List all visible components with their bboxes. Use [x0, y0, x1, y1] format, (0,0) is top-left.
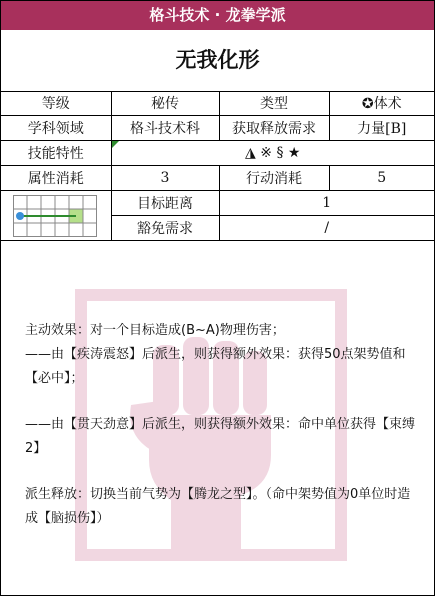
description-line: 主动效果：对一个目标造成(B~A)物理伤害；: [25, 323, 285, 338]
domain-value: 格斗技术科: [111, 116, 219, 141]
info-table: [1, 91, 434, 241]
type-value: ✪体术: [329, 91, 434, 116]
release-value: 力量[B]: [329, 116, 434, 141]
skill-name: 无我化形: [1, 30, 434, 92]
traits-value: ◮ ※ § ★: [111, 141, 434, 166]
range-label: 目标距离: [111, 191, 219, 216]
description-line: ——由【贯天劲意】后派生，则获得额外效果：命中单位获得【束缚2】: [25, 417, 416, 456]
level-label: 等级: [1, 91, 111, 116]
attr-cost-value: 3: [111, 166, 219, 191]
range-value: 1: [219, 191, 434, 216]
release-label: 获取释放需求: [219, 116, 329, 141]
level-value: 秘传: [111, 91, 219, 116]
exempt-label: 豁免需求: [111, 216, 219, 241]
domain-label: 学科领域: [1, 116, 111, 141]
description-line: 派生释放：切换当前气势为【腾龙之型】。（命中架势值为0单位时造成【脑损伤】）: [25, 487, 411, 526]
description-area: [1, 259, 434, 595]
card-header: 格斗技术 · 龙拳学派: [1, 1, 434, 30]
attr-cost-label: 属性消耗: [1, 166, 111, 191]
range-grid: [1, 191, 111, 241]
action-cost-value: 5: [329, 166, 434, 191]
type-label: 类型: [219, 91, 329, 116]
description-line: ——由【疾涛震怒】后派生，则获得额外效果：获得50点架势值和【必中】；: [25, 347, 406, 386]
exempt-value: /: [219, 216, 434, 241]
traits-label: 技能特性: [1, 141, 111, 166]
action-cost-label: 行动消耗: [219, 166, 329, 191]
description-text: [25, 319, 417, 531]
range-grid-icon: [13, 195, 97, 237]
